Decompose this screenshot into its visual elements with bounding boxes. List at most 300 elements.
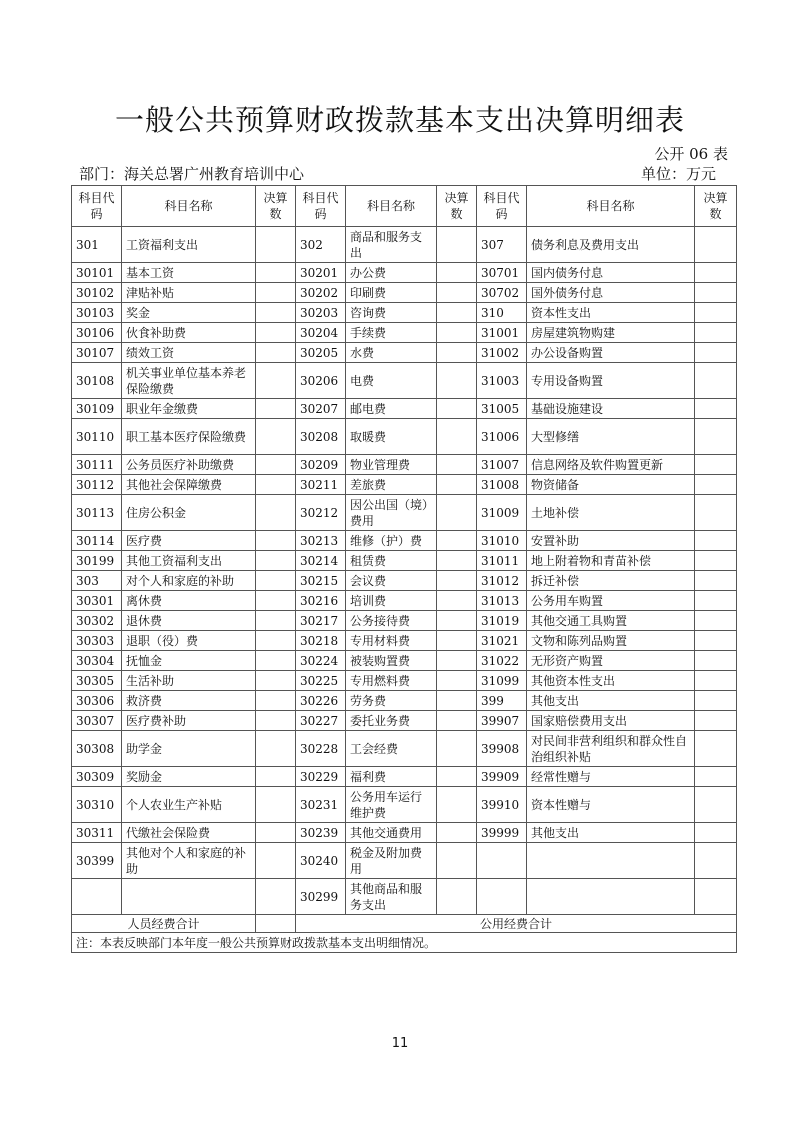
subject-name: 债务利息及费用支出 <box>527 227 695 263</box>
final-amount <box>256 879 296 915</box>
subject-code: 30205 <box>296 343 346 363</box>
subject-code: 30110 <box>72 419 122 455</box>
public-total-label: 公用经费合计 <box>296 915 737 933</box>
subject-name: 拆迁补偿 <box>527 571 695 591</box>
subject-code: 31021 <box>477 631 527 651</box>
table-row <box>72 823 737 843</box>
subject-name: 国内债务付息 <box>527 263 695 283</box>
subject-name <box>527 879 695 915</box>
table-row <box>72 531 737 551</box>
table-row <box>72 631 737 651</box>
final-amount <box>695 611 737 631</box>
subject-code: 30305 <box>72 671 122 691</box>
table-row <box>72 455 737 475</box>
subject-name: 绩效工资 <box>122 343 256 363</box>
final-amount <box>437 343 477 363</box>
final-amount <box>256 591 296 611</box>
final-amount <box>695 571 737 591</box>
subject-name: 机关事业单位基本养老保险缴费 <box>122 363 256 399</box>
subject-code: 30209 <box>296 455 346 475</box>
table-row <box>72 787 737 823</box>
final-amount <box>256 323 296 343</box>
final-amount <box>437 823 477 843</box>
final-amount <box>437 671 477 691</box>
subject-name: 劳务费 <box>346 691 437 711</box>
personnel-total-amount <box>256 915 296 933</box>
subject-code: 307 <box>477 227 527 263</box>
subject-code: 30208 <box>296 419 346 455</box>
final-amount <box>437 495 477 531</box>
subject-name: 资本性赠与 <box>527 787 695 823</box>
final-amount <box>256 651 296 671</box>
table-row <box>72 879 737 915</box>
subject-name: 租赁费 <box>346 551 437 571</box>
table-row <box>72 691 737 711</box>
subject-name: 维修（护）费 <box>346 531 437 551</box>
final-amount <box>695 631 737 651</box>
final-amount <box>695 591 737 611</box>
final-amount <box>695 263 737 283</box>
subject-code: 30101 <box>72 263 122 283</box>
subject-code: 30213 <box>296 531 346 551</box>
final-amount <box>437 631 477 651</box>
final-amount <box>256 343 296 363</box>
subject-code: 30399 <box>72 843 122 879</box>
totals-row <box>72 915 737 933</box>
final-amount <box>256 571 296 591</box>
final-amount <box>437 551 477 571</box>
subject-name: 代缴社会保险费 <box>122 823 256 843</box>
subject-code: 30311 <box>72 823 122 843</box>
subject-name: 公务员医疗补助缴费 <box>122 455 256 475</box>
subject-code: 303 <box>72 571 122 591</box>
subject-code: 30225 <box>296 671 346 691</box>
subject-name: 基本工资 <box>122 263 256 283</box>
final-amount <box>695 283 737 303</box>
table-row <box>72 283 737 303</box>
final-amount <box>437 531 477 551</box>
table-row <box>72 611 737 631</box>
subject-name: 其他交通费用 <box>346 823 437 843</box>
final-amount <box>695 879 737 915</box>
subject-name: 退休费 <box>122 611 256 631</box>
subject-name: 救济费 <box>122 691 256 711</box>
subject-code: 30203 <box>296 303 346 323</box>
subject-code: 31022 <box>477 651 527 671</box>
subject-name: 公务用车运行维护费 <box>346 787 437 823</box>
subject-code: 30231 <box>296 787 346 823</box>
final-amount <box>437 263 477 283</box>
header-name: 科目名称 <box>527 186 695 227</box>
final-amount <box>695 343 737 363</box>
subject-code: 31009 <box>477 495 527 531</box>
table-note: 注：本表反映部门本年度一般公共预算财政拨款基本支出明细情况。 <box>72 933 737 953</box>
final-amount <box>695 843 737 879</box>
header-code: 科目代码 <box>72 186 122 227</box>
final-amount <box>437 283 477 303</box>
subject-code: 302 <box>296 227 346 263</box>
subject-name: 信息网络及软件购置更新 <box>527 455 695 475</box>
department-label: 部门：海关总署广州教育培训中心 <box>79 165 305 183</box>
final-amount <box>695 363 737 399</box>
subject-name: 个人农业生产补贴 <box>122 787 256 823</box>
final-amount <box>437 455 477 475</box>
table-row <box>72 767 737 787</box>
subject-code: 31002 <box>477 343 527 363</box>
table-row <box>72 671 737 691</box>
subject-name: 对民间非营利组织和群众性自治组织补贴 <box>527 731 695 767</box>
subject-code: 31001 <box>477 323 527 343</box>
subject-code: 30111 <box>72 455 122 475</box>
subject-code: 30307 <box>72 711 122 731</box>
subject-code: 30106 <box>72 323 122 343</box>
final-amount <box>256 475 296 495</box>
header-name: 科目名称 <box>122 186 256 227</box>
table-row <box>72 591 737 611</box>
subject-code: 30109 <box>72 399 122 419</box>
final-amount <box>437 323 477 343</box>
table-row <box>72 651 737 671</box>
final-amount <box>437 767 477 787</box>
final-amount <box>695 551 737 571</box>
subject-code: 39910 <box>477 787 527 823</box>
table-row <box>72 551 737 571</box>
subject-name: 资本性支出 <box>527 303 695 323</box>
final-amount <box>695 475 737 495</box>
final-amount <box>695 495 737 531</box>
final-amount <box>695 691 737 711</box>
subject-name: 商品和服务支出 <box>346 227 437 263</box>
subject-code: 31007 <box>477 455 527 475</box>
subject-code: 30103 <box>72 303 122 323</box>
subject-name: 物业管理费 <box>346 455 437 475</box>
subject-name: 手续费 <box>346 323 437 343</box>
subject-name: 邮电费 <box>346 399 437 419</box>
subject-name: 土地补偿 <box>527 495 695 531</box>
table-row <box>72 571 737 591</box>
final-amount <box>437 591 477 611</box>
subject-code: 31006 <box>477 419 527 455</box>
table-row <box>72 227 737 263</box>
final-amount <box>437 611 477 631</box>
final-amount <box>437 731 477 767</box>
final-amount <box>256 263 296 283</box>
subject-name: 房屋建筑物购建 <box>527 323 695 343</box>
final-amount <box>256 399 296 419</box>
subject-name: 办公设备购置 <box>527 343 695 363</box>
table-row <box>72 263 737 283</box>
final-amount <box>256 691 296 711</box>
final-amount <box>695 787 737 823</box>
subject-name: 医疗费 <box>122 531 256 551</box>
final-amount <box>256 551 296 571</box>
final-amount <box>695 651 737 671</box>
subject-name: 其他商品和服务支出 <box>346 879 437 915</box>
subject-name: 奖金 <box>122 303 256 323</box>
final-amount <box>695 671 737 691</box>
subject-code: 30226 <box>296 691 346 711</box>
subject-name: 其他对个人和家庭的补助 <box>122 843 256 879</box>
header-amount: 决算数 <box>695 186 737 227</box>
header-amount: 决算数 <box>256 186 296 227</box>
subject-name: 被装购置费 <box>346 651 437 671</box>
subject-name: 退职（役）费 <box>122 631 256 651</box>
subject-code: 31011 <box>477 551 527 571</box>
subject-code: 31010 <box>477 531 527 551</box>
subject-code: 30108 <box>72 363 122 399</box>
subject-code: 30306 <box>72 691 122 711</box>
final-amount <box>437 651 477 671</box>
final-amount <box>256 363 296 399</box>
subject-name: 办公费 <box>346 263 437 283</box>
subject-code: 30204 <box>296 323 346 343</box>
subject-name: 因公出国（境）费用 <box>346 495 437 531</box>
subject-code: 30701 <box>477 263 527 283</box>
subject-name: 工会经费 <box>346 731 437 767</box>
final-amount <box>437 879 477 915</box>
subject-code: 30112 <box>72 475 122 495</box>
table-row <box>72 711 737 731</box>
table-row <box>72 419 737 455</box>
header-amount: 决算数 <box>437 186 477 227</box>
subject-name: 奖励金 <box>122 767 256 787</box>
subject-code <box>477 879 527 915</box>
table-row <box>72 363 737 399</box>
subject-name: 其他工资福利支出 <box>122 551 256 571</box>
final-amount <box>695 711 737 731</box>
table-row <box>72 475 737 495</box>
subject-name: 无形资产购置 <box>527 651 695 671</box>
subject-code: 30304 <box>72 651 122 671</box>
page-title: 一般公共预算财政拨款基本支出决算明细表 <box>114 103 685 137</box>
final-amount <box>695 323 737 343</box>
table-row <box>72 731 737 767</box>
final-amount <box>256 671 296 691</box>
final-amount <box>695 823 737 843</box>
subject-code: 39999 <box>477 823 527 843</box>
final-amount <box>437 363 477 399</box>
subject-name: 其他交通工具购置 <box>527 611 695 631</box>
subject-name: 专用燃料费 <box>346 671 437 691</box>
subject-name: 基础设施建设 <box>527 399 695 419</box>
subject-name: 水费 <box>346 343 437 363</box>
table-row <box>72 843 737 879</box>
subject-code: 30206 <box>296 363 346 399</box>
final-amount <box>695 531 737 551</box>
subject-name: 生活补助 <box>122 671 256 691</box>
final-amount <box>437 419 477 455</box>
page-number: 11 <box>391 1036 409 1051</box>
subject-name: 文物和陈列品购置 <box>527 631 695 651</box>
subject-code: 30240 <box>296 843 346 879</box>
subject-code: 30214 <box>296 551 346 571</box>
subject-code: 30199 <box>72 551 122 571</box>
table-row <box>72 495 737 531</box>
header-code: 科目代码 <box>477 186 527 227</box>
subject-code: 30201 <box>296 263 346 283</box>
subject-code: 30216 <box>296 591 346 611</box>
subject-code: 30114 <box>72 531 122 551</box>
subject-name: 抚恤金 <box>122 651 256 671</box>
subject-code: 31008 <box>477 475 527 495</box>
subject-name: 津贴补贴 <box>122 283 256 303</box>
subject-name: 国外债务付息 <box>527 283 695 303</box>
form-number: 公开 06 表 <box>654 145 728 163</box>
subject-name: 地上附着物和青苗补偿 <box>527 551 695 571</box>
subject-name: 住房公积金 <box>122 495 256 531</box>
subject-name: 助学金 <box>122 731 256 767</box>
final-amount <box>695 455 737 475</box>
subject-code: 31005 <box>477 399 527 419</box>
subject-code: 30308 <box>72 731 122 767</box>
final-amount <box>256 843 296 879</box>
subject-code: 30310 <box>72 787 122 823</box>
expenditure-detail-table <box>71 185 737 953</box>
subject-name: 职工基本医疗保险缴费 <box>122 419 256 455</box>
subject-code: 39909 <box>477 767 527 787</box>
subject-name: 其他资本性支出 <box>527 671 695 691</box>
final-amount <box>256 787 296 823</box>
subject-name: 会议费 <box>346 571 437 591</box>
subject-name: 取暖费 <box>346 419 437 455</box>
subject-name: 福利费 <box>346 767 437 787</box>
final-amount <box>256 767 296 787</box>
subject-code: 30202 <box>296 283 346 303</box>
note-row <box>72 933 737 953</box>
subject-code: 301 <box>72 227 122 263</box>
subject-name: 经常性赠与 <box>527 767 695 787</box>
subject-code: 31099 <box>477 671 527 691</box>
final-amount <box>695 399 737 419</box>
subject-name: 伙食补助费 <box>122 323 256 343</box>
final-amount <box>256 283 296 303</box>
subject-code: 39908 <box>477 731 527 767</box>
final-amount <box>437 787 477 823</box>
subject-code: 30301 <box>72 591 122 611</box>
subject-code: 31003 <box>477 363 527 399</box>
subject-code: 30217 <box>296 611 346 631</box>
header-name: 科目名称 <box>346 186 437 227</box>
final-amount <box>437 475 477 495</box>
subject-code: 30702 <box>477 283 527 303</box>
subject-code: 31012 <box>477 571 527 591</box>
final-amount <box>437 227 477 263</box>
subject-code: 30228 <box>296 731 346 767</box>
final-amount <box>437 303 477 323</box>
subject-code: 31019 <box>477 611 527 631</box>
subject-code: 30239 <box>296 823 346 843</box>
final-amount <box>695 767 737 787</box>
subject-name: 物资储备 <box>527 475 695 495</box>
subject-code <box>72 879 122 915</box>
subject-code: 30218 <box>296 631 346 651</box>
subject-code: 39907 <box>477 711 527 731</box>
subject-name: 咨询费 <box>346 303 437 323</box>
subject-code: 310 <box>477 303 527 323</box>
subject-name <box>122 879 256 915</box>
subject-name: 医疗费补助 <box>122 711 256 731</box>
final-amount <box>695 227 737 263</box>
header-row <box>72 186 737 227</box>
subject-name: 大型修缮 <box>527 419 695 455</box>
final-amount <box>256 303 296 323</box>
subject-code: 30211 <box>296 475 346 495</box>
final-amount <box>256 531 296 551</box>
table-row <box>72 323 737 343</box>
table-row <box>72 303 737 323</box>
subject-name: 国家赔偿费用支出 <box>527 711 695 731</box>
subject-code: 30302 <box>72 611 122 631</box>
subject-code: 30303 <box>72 631 122 651</box>
final-amount <box>437 399 477 419</box>
subject-name: 安置补助 <box>527 531 695 551</box>
subject-code: 30229 <box>296 767 346 787</box>
subject-name: 差旅费 <box>346 475 437 495</box>
subject-name: 专用设备购置 <box>527 363 695 399</box>
subject-code: 30224 <box>296 651 346 671</box>
subject-name: 税金及附加费用 <box>346 843 437 879</box>
final-amount <box>437 843 477 879</box>
final-amount <box>256 711 296 731</box>
subject-code: 399 <box>477 691 527 711</box>
subject-code: 30113 <box>72 495 122 531</box>
subject-name: 职业年金缴费 <box>122 399 256 419</box>
final-amount <box>256 455 296 475</box>
final-amount <box>437 571 477 591</box>
subject-name <box>527 843 695 879</box>
final-amount <box>695 419 737 455</box>
subject-name: 工资福利支出 <box>122 227 256 263</box>
subject-name: 其他支出 <box>527 823 695 843</box>
subject-name: 培训费 <box>346 591 437 611</box>
final-amount <box>695 731 737 767</box>
final-amount <box>256 823 296 843</box>
subject-code: 30107 <box>72 343 122 363</box>
subject-code: 30215 <box>296 571 346 591</box>
personnel-total-label: 人员经费合计 <box>72 915 256 933</box>
final-amount <box>256 611 296 631</box>
table-row <box>72 399 737 419</box>
subject-name: 专用材料费 <box>346 631 437 651</box>
subject-name: 电费 <box>346 363 437 399</box>
subject-name: 印刷费 <box>346 283 437 303</box>
final-amount <box>256 731 296 767</box>
subject-code: 30212 <box>296 495 346 531</box>
subject-name: 公务接待费 <box>346 611 437 631</box>
unit-label: 单位：万元 <box>640 165 716 183</box>
subject-name: 委托业务费 <box>346 711 437 731</box>
subject-name: 离休费 <box>122 591 256 611</box>
subject-code: 30309 <box>72 767 122 787</box>
subject-code <box>477 843 527 879</box>
subject-name: 其他社会保障缴费 <box>122 475 256 495</box>
subject-name: 公务用车购置 <box>527 591 695 611</box>
subject-code: 31013 <box>477 591 527 611</box>
final-amount <box>256 227 296 263</box>
final-amount <box>256 495 296 531</box>
final-amount <box>256 631 296 651</box>
final-amount <box>437 711 477 731</box>
subject-code: 30207 <box>296 399 346 419</box>
subject-name: 对个人和家庭的补助 <box>122 571 256 591</box>
subject-name: 其他支出 <box>527 691 695 711</box>
subject-code: 30102 <box>72 283 122 303</box>
table-row <box>72 343 737 363</box>
header-code: 科目代码 <box>296 186 346 227</box>
final-amount <box>695 303 737 323</box>
subject-code: 30227 <box>296 711 346 731</box>
final-amount <box>256 419 296 455</box>
